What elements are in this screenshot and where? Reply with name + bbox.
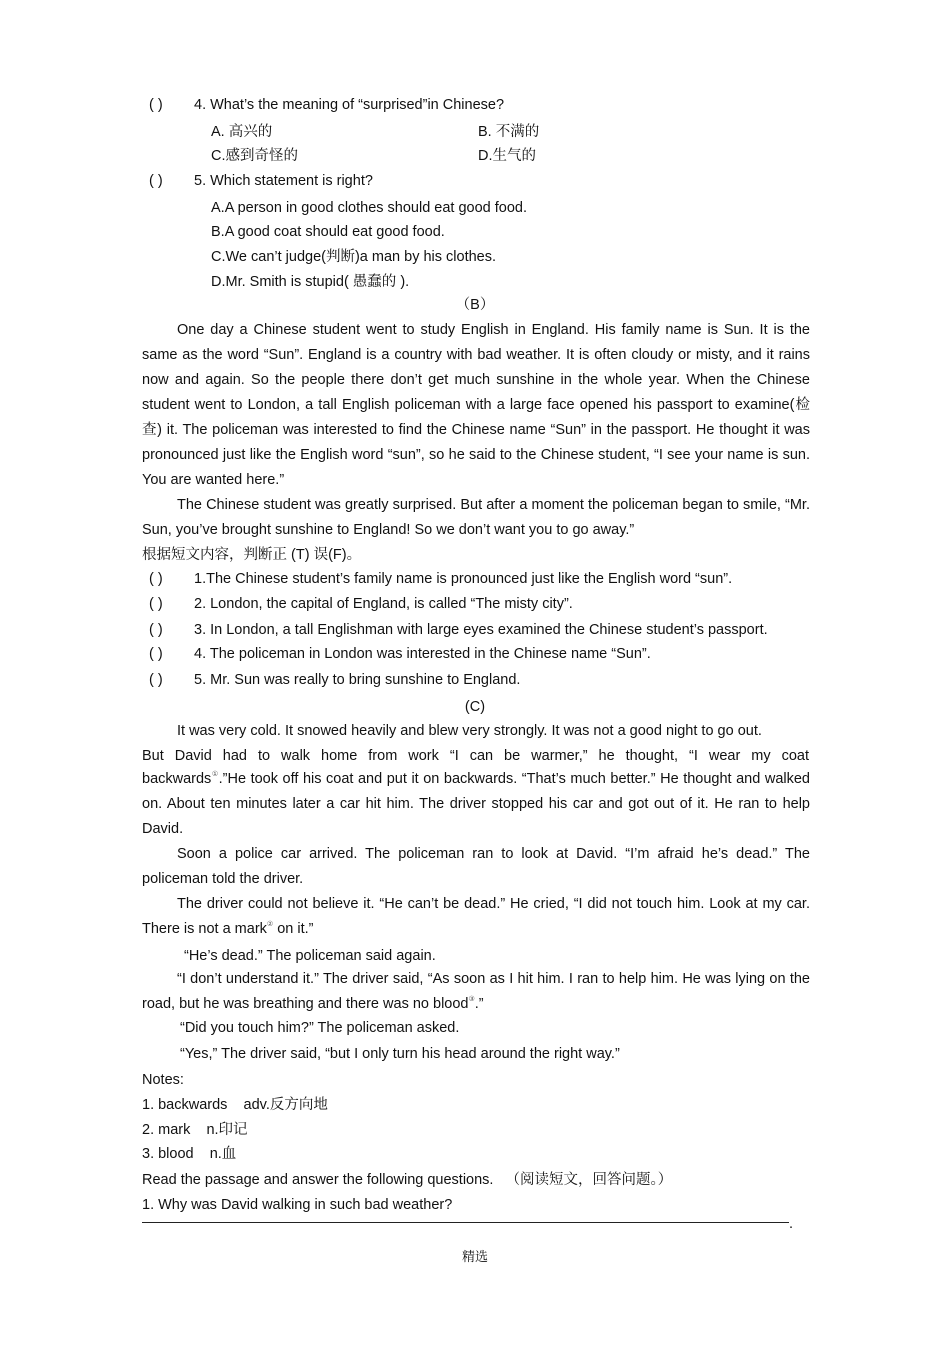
section-c-paragraph-2: Soon a police car arrived. The policeman ran to look at David. “I’m afraid he’s dead.” The policeman told the driver. [142,846,810,887]
note-2: 2. mark n.印记 [142,1122,248,1138]
note-3: 3. blood n.血 [142,1146,237,1162]
section-c-paragraph-1-line-2: But David had to walk home from work “I can be warmer,” he thought, “I wear my coat [142,748,809,764]
tf-item-2: 2. London, the capital of England, is called “The misty city”. [194,596,573,612]
paragraph-5-end: .” [474,996,484,1012]
section-c-heading: (C) [464,699,486,715]
note-ref-1: ① [211,771,219,778]
tf-item-1-paren: ( ) [149,571,163,587]
answer-line[interactable] [142,1222,789,1223]
word-backwards: backwards [142,771,212,787]
notes-heading: Notes: [142,1072,184,1088]
page-footer: 精选 [461,1249,488,1264]
q4-option-a: A. 高兴的 [211,124,273,140]
q4-option-c: C.感到奇怪的 [211,148,298,164]
q5-option-b: B.A good coat should eat good food. [211,224,445,240]
paragraph-5-text: “I don’t understand it.” The driver said, “As soon as I hit him. I ran to help him. He was lying on the road, but he was breathing and there was no blood [142,971,810,1012]
tf-item-2-paren: ( ) [149,596,163,612]
q4-option-d: D.生气的 [478,148,536,164]
tf-item-4: 4. The policeman in London was interested in the Chinese name “Sun”. [194,646,651,662]
question-1: 1. Why was David walking in such bad weather? [142,1197,453,1213]
paragraph-3-text: The driver could not believe it. “He can’t be dead.” He cried, “I did not touch him. Look at my car. There is not a mark [142,896,810,937]
q5-option-a: A.A person in good clothes should eat good food. [211,200,528,216]
q5-option-c: C.We can’t judge(判断)a man by his clothes. [211,249,497,265]
section-b-paragraph-1: One day a Chinese student went to study English in England. His family name is Sun. It is the same as the word “Sun”. England is a country with bad weather. It is often cloudy or misty, and it rains now and again. So the people there don’t get much sunshine in the whole year. When the Chinese student went to London, a tall English policeman with a large face opened his passport to examine(检查) it. The policeman was interested to find the Chinese name “Sun” in the passport. He thought it was pronounced just like the English word “sun”, so he said to the Chinese student, “I see your name is sun. You are wanted here.” [142,322,810,488]
q5-option-d: D.Mr. Smith is stupid( 愚蠢的 ). [211,274,410,290]
section-c-paragraph-5 [142,967,810,1017]
note-ref-2: ② [266,921,274,928]
q4-paren: ( ) [149,97,163,113]
tf-item-1: 1.The Chinese student’s family name is pronounced just like the English word “sun”. [194,571,733,587]
tf-item-3: 3. In London, a tall Englishman with large eyes examined the Chinese student’s passport. [194,622,768,638]
paragraph-3-end: on it.” [273,921,314,937]
section-c-paragraph-1-line-1: It was very cold. It snowed heavily and blew very strongly. It was not a good night to go out. [177,723,762,739]
section-c-paragraph-7: “Yes,” The driver said, “but I only turn his head around the right way.” [180,1046,620,1062]
section-c-paragraph-6: “Did you touch him?” The policeman asked. [180,1020,460,1036]
section-c-paragraph-4: “He’s dead.” The policeman said again. [184,948,436,964]
section-c-instruction: Read the passage and answer the following questions. （阅读短文，回答问题。） [142,1172,673,1188]
section-b-instruction: 根据短文内容，判断正 (T) 误(F)。 [142,547,362,563]
q5-paren: ( ) [149,173,163,189]
q4-option-b: B. 不满的 [478,124,540,140]
tf-item-4-paren: ( ) [149,646,163,662]
tf-item-5: 5. Mr. Sun was really to bring sunshine to England. [194,672,521,688]
answer-line-end: . [789,1216,794,1232]
q4-text: 4. What’s the meaning of “surprised”in Chinese? [194,97,505,113]
section-c-paragraph-3 [142,892,810,942]
tf-item-3-paren: ( ) [149,622,163,638]
note-1: 1. backwards adv.反方向地 [142,1097,328,1113]
q5-text: 5. Which statement is right? [194,173,373,189]
note-ref-3: ③ [468,996,475,1003]
section-c-paragraph-1-rest [142,767,810,842]
paragraph-1-continuation: .”He took off his coat and put it on backwards. “That’s much better.” He thought and walked on. About ten minutes later a car hit him. The driver stopped his car and got out of it. He ran to help David. [142,771,810,837]
section-b-heading: （B） [455,297,495,313]
section-b-paragraph-2: The Chinese student was greatly surprised. But after a moment the policeman began to smile, “Mr. Sun, you’ve brought sunshine to England! So we don’t want you to go away.” [142,497,810,538]
tf-item-5-paren: ( ) [149,672,163,688]
